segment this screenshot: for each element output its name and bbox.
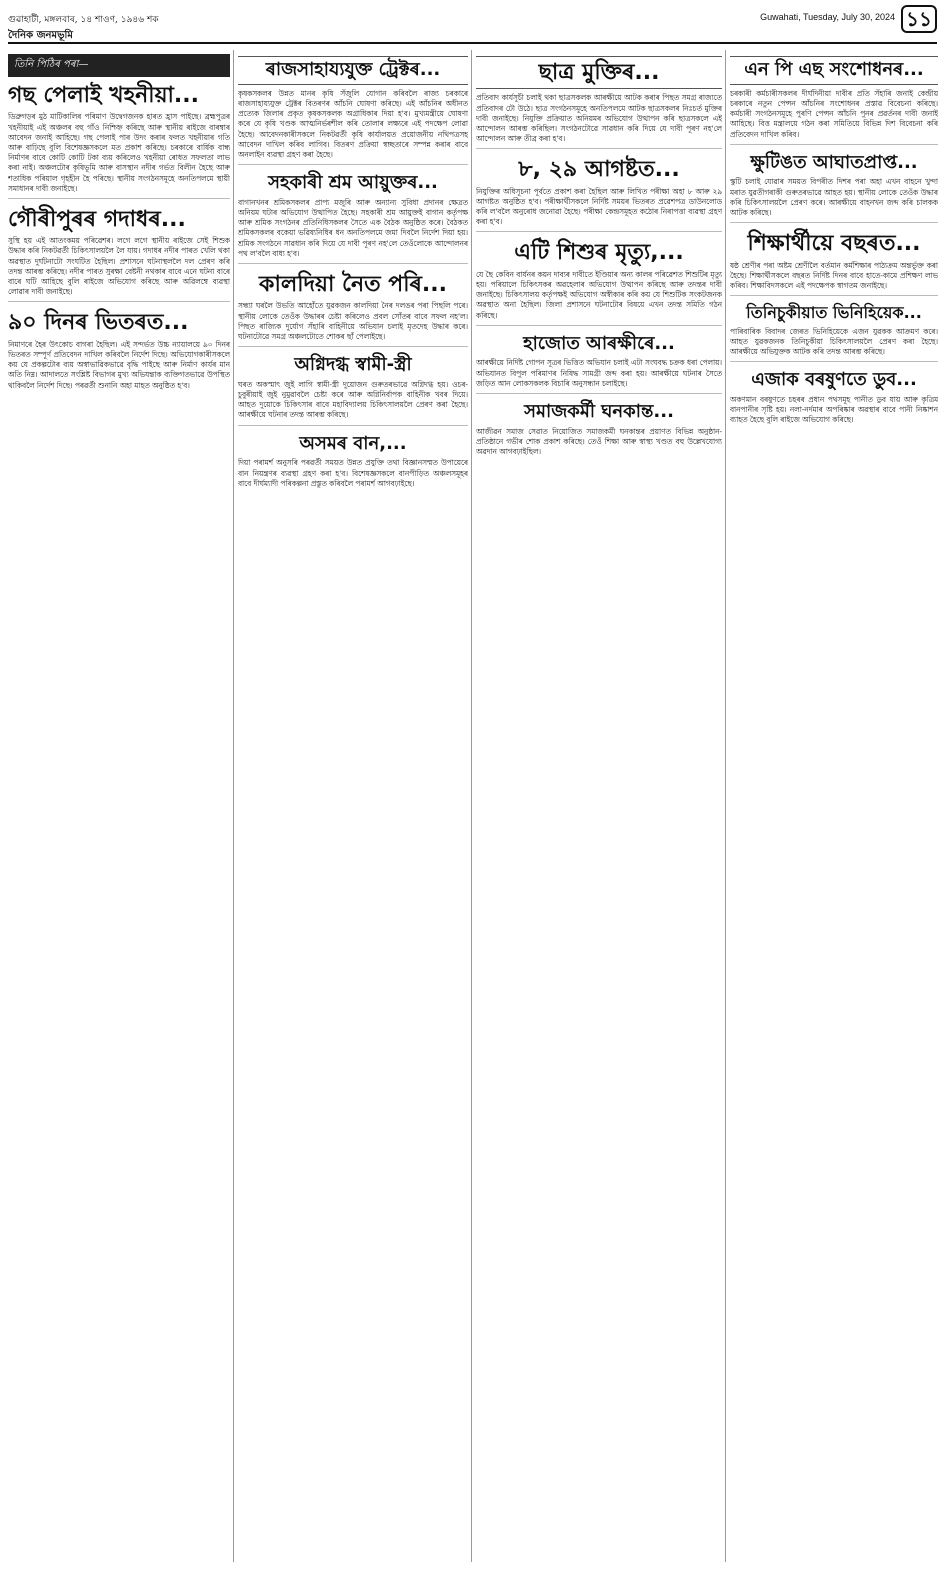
column-divider xyxy=(725,50,726,1562)
masthead xyxy=(0,0,945,52)
story-headline: ক্ষুটিঙত আঘাতপ্ৰাপ্ত... xyxy=(750,151,918,173)
story-headline: অসমৰ বান,... xyxy=(299,432,407,454)
story-body: সন্ধ্যা ঘৰলৈ উভতি আহোঁতে যুৱকজন কালদিয়া নৈৰ দলঙৰ পৰা পিছলি পৰে। স্থানীয় লোকে তেওঁক উদ্ধাৰৰ চেষ্টা কৰিলেও প্ৰবল সোঁতৰ বাবে সফল নহ'ল। পিছত ৰাজ্যিক দুৰ্যোগ সঁহাৰি বাহিনীয়ে অভিযান চলাই মৃতদেহ উদ্ধাৰ কৰে। ঘটনাটোৱে সমগ্ৰ অঞ্চলটোতে শোকৰ ছাঁ পেলাইছে। xyxy=(238,301,468,341)
story-headline: ছাত্ৰ মুক্তিৰ... xyxy=(476,56,722,89)
story-headline: গছ পেলাই খহনীয়া... xyxy=(8,83,199,108)
column-4 xyxy=(730,50,938,1562)
column-2 xyxy=(238,50,468,1562)
story-headline: সমাজকৰ্মী ঘনকান্ত... xyxy=(524,401,674,423)
story-headline: ৯০ দিনৰ ভিতৰত... xyxy=(8,310,189,336)
story-body: কৃষকসকলৰ উন্নত মানৰ কৃষি সঁজুলি যোগান কৰিবলৈ ৰাজ্য চৰকাৰে ৰাজসাহায্যযুক্ত ট্ৰেক্টৰ বিতৰণৰ আঁচনি ঘোষণা কৰিছে। এই আঁচনিৰ অধীনত প্ৰত্যেক জিলাৰ প্ৰকৃত কৃষকসকলক অগ্ৰাধিকাৰ দিয়া হ'ব। মুখ্যমন্ত্ৰীয়ে ঘোষণা কৰে যে কৃষি খণ্ডক আত্মনিৰ্ভৰশীল কৰি তোলাৰ লক্ষ্যৰে এই পদক্ষেপ লোৱা হৈছে। আবেদনকাৰীসকলে নিকটৱৰ্তী কৃষি কাৰ্যালয়ত প্ৰয়োজনীয় নথিপত্ৰসহ আবেদন দাখিল কৰিব লাগিব। বিতৰণ প্ৰক্ৰিয়া স্বচ্ছতাৰে সম্পন্ন কৰাৰ বাবে অনলাইন ব্যৱস্থা গ্ৰহণ কৰা হৈছে। xyxy=(238,88,468,159)
story-headline: ৮, ২৯ আগষ্টত... xyxy=(518,157,680,183)
story-body: ঘৰত অকস্মাৎ জুই লাগি স্বামী-স্ত্ৰী দুয়োজন গুৰুতৰভাৱে অগ্নিদগ্ধ হয়। ওচৰ-চুবুৰীয়াই জুই নুমুৱাবলৈ চেষ্টা কৰে আৰু অগ্নিনিৰ্বাপক বাহিনীক খবৰ দিয়ে। আহত দুয়োকে চিকিৎসাৰ বাবে মহাবিদ্যালয় চিকিৎসালয়লৈ প্ৰেৰণ কৰা হৈছে। আৰক্ষীয়ে ঘটনাৰ তদন্ত আৰম্ভ কৰিছে। xyxy=(238,379,468,420)
story-body: অকণমান বৰষুণতে চহৰৰ প্ৰধান পথসমূহ পানীত ডুব যায় আৰু কৃত্ৰিম বানপানীৰ সৃষ্টি হয়। নলা-নৰ্দমাৰ অপৰিষ্কাৰ অৱস্থাৰ বাবে পানী নিষ্কাশন ব্যাহত হৈছে বুলি ৰাইজে অভিযোগ কৰিছে। xyxy=(730,394,938,425)
story-headline: এজাক বৰষুণতে ডুব... xyxy=(751,369,917,391)
page-number: ১১ xyxy=(901,5,937,33)
continued-banner: তিনি পিঠিৰ পৰা— xyxy=(8,54,230,77)
story-body: আজীৱন সমাজ সেৱাত নিয়োজিত সমাজকৰ্মী ঘনকান্তৰ প্ৰয়াণত বিভিন্ন অনুষ্ঠান-প্ৰতিষ্ঠানে গভীৰ শোক প্ৰকাশ কৰিছে। তেওঁ শিক্ষা আৰু স্বাস্থ্য খণ্ডত বহু উল্লেখযোগ্য অৱদান আগবঢ়াইছিল। xyxy=(476,426,722,457)
story-headline: সহকাৰী শ্ৰম আয়ুক্তৰ... xyxy=(268,172,438,194)
story-body: বাগানখনৰ শ্ৰমিকসকলৰ প্ৰাপ্য মজুৰি আৰু অন্যান্য সুবিধা প্ৰদানৰ ক্ষেত্ৰত অনিয়ম ঘটাৰ অভিযোগ উত্থাপিত হৈছে। সহকাৰী শ্ৰম আয়ুক্তই বাগান কৰ্তৃপক্ষ আৰু শ্ৰমিক সংগঠনৰ প্ৰতিনিধিসকলৰ সৈতে এক বৈঠক অনুষ্ঠিত কৰে। বৈঠকত শ্ৰমিকসকলৰ বকেয়া ভৱিষ্যনিধিৰ ধন অনতিপলমে জমা দিবলৈ নিৰ্দেশ দিয়া হয়। শ্ৰমিক সংগঠনে সাৱধান কৰি দিয়ে যে দাবী পূৰণ নহ'লে তেওঁলোকে আন্দোলনৰ পথ ল'বলৈ বাধ্য হ'ব। xyxy=(238,197,468,258)
column-3 xyxy=(476,50,722,1562)
story-body: ডিব্ৰুগড়ৰ মুঠ মাটিকালিৰ পৰিমাণ উদ্বেগজনক হাৰত হ্ৰাস পাইছে। ব্ৰহ্মপুত্ৰৰ খহনীয়াই এই অঞ্চলৰ বহু গাঁও নিশ্চিহ্ন কৰিছে আৰু স্থানীয় ৰাইজে বাৰম্বাৰ আবেদন জনাই আহিছে। গছ পেলাই পাৰ উদং কৰাৰ ফলত খহনীয়াৰ গতি আৰু বাঢ়িছে বুলি বিশেষজ্ঞসকলে মত প্ৰকাশ কৰিছে। চৰকাৰে বাৰ্ষিক বান্ধ নিৰ্মাণৰ বাবে কোটি কোটি টকা ব্যয় কৰিলেও খহনীয়া ৰোধত সফলতা লাভ কৰা নাই। অঞ্চলটোৰ কৃষিভূমি আৰু বাসস্থান নদীৰ গৰ্ভত বিলীন হৈছে আৰু শতাধিক পৰিয়াল গৃহহীন হৈ পৰিছে। স্থানীয় সংগঠনসমূহে অনতিপলমে স্থায়ী সমাধানৰ দাবী জনাইছে। xyxy=(8,112,230,193)
column-1 xyxy=(8,50,230,1562)
story-body: আৰক্ষীয়ে নিৰ্দিষ্ট গোপন সূত্ৰৰ ভিত্তিত অভিযান চলাই এটা সংঘবদ্ধ চক্ৰক ধৰা পেলায়। অভিযানত বিপুল পৰিমাণৰ নিষিদ্ধ সামগ্ৰী জব্দ কৰা হয়। আৰক্ষীয়ে ঘটনাৰ সৈতে জড়িত আন লোকসকলক বিচাৰি অনুসন্ধান চলাইছে। xyxy=(476,358,722,388)
story-headline: এন পি এছ সংশোধনৰ... xyxy=(730,56,938,85)
story-headline: শিক্ষাৰ্থীয়ে বছৰত... xyxy=(747,231,921,257)
column-divider xyxy=(233,50,234,1562)
story-headline: ৰাজসাহায্যযুক্ত ট্ৰেক্টৰ... xyxy=(238,56,468,85)
story-body: সুস্থি হয় এই আতংকময় পৰিৱেশৰ। লগে লগে স্থানীয় ৰাইজে সেই শিশুক উদ্ধাৰ কৰি নিকটৱৰ্তী চিকিৎসালয়লৈ লৈ যায়। গদাধৰ নদীৰ পাৰত খেলি থকা অৱস্থাত দুৰ্ঘটনাটো সংঘটিত হৈছিল। প্ৰশাসনে ঘটনাস্থললৈ দল প্ৰেৰণ কৰি তদন্ত আৰম্ভ কৰিছে। নদীৰ পাৰত সুৰক্ষা বেষ্টনী নথকাৰ বাবে এনে ঘটনা বাৰে বাৰে ঘটি আহিছে বুলি ৰাইজে অভিযোগ কৰিছে আৰু অৱিলম্বে ব্যৱস্থা লোৱাৰ দাবী জনাইছে। xyxy=(8,236,230,297)
issue-date-english: Guwahati, Tuesday, July 30, 2024 xyxy=(760,12,895,22)
story-body: স্কুটি চলাই যোৱাৰ সময়ত বিপৰীত দিশৰ পৰা অহা এখন বাহনে খুন্দা মৰাত যুৱতীগৰাকী গুৰুতৰভাৱে আহত হয়। স্থানীয় লোকে তেওঁক উদ্ধাৰ কৰি চিকিৎসালয়লৈ প্ৰেৰণ কৰে। আৰক্ষীয়ে বাহনখন জব্দ কৰি চালকক আটক কৰিছে। xyxy=(730,177,938,217)
story-body: নিযুক্তিৰ অধিসূচনা পূৰ্বতে প্ৰকাশ কৰা হৈছিল আৰু লিখিত পৰীক্ষা অহা ৮ আৰু ২৯ আগষ্টত অনুষ্ঠিত হ'ব। পৰীক্ষাৰ্থীসকলে নিৰ্দিষ্ট সময়ৰ ভিতৰত প্ৰৱেশপত্ৰ ডাউনলোড কৰি ল'বলৈ অনুৰোধ জনোৱা হৈছে। পৰীক্ষা কেন্দ্ৰসমূহত কঠোৰ নিৰাপত্তা ব্যৱস্থা গ্ৰহণ কৰা হ'ব। xyxy=(476,186,722,227)
story-body: ষষ্ঠ শ্ৰেণীৰ পৰা অষ্টম শ্ৰেণীলৈ বৰ্তমান কৰ্মশিক্ষাৰ পাঠ্যক্ৰম অন্তৰ্ভুক্ত কৰা হৈছে। শিক্ষাৰ্থীসকলে বছৰত নিৰ্দিষ্ট দিনৰ বাবে হাতে-কামে প্ৰশিক্ষণ লাভ কৰিব। শিক্ষাবিদসকলে এই পদক্ষেপক স্বাগতম জনাইছে। xyxy=(730,260,938,290)
story-body: প্ৰতিবাদ কাৰ্যসূচী চলাই থকা ছাত্ৰসকলক আৰক্ষীয়ে আটক কৰাৰ পিছত সমগ্ৰ ৰাজ্যতে প্ৰতিবাদৰ ঢৌ উঠে। ছাত্ৰ সংগঠনসমূহে অনতিপলমে আটক ছাত্ৰসকলৰ নিঃচৰ্ত মুক্তিৰ দাবী জনাইছে। নিযুক্তি প্ৰক্ৰিয়াত অনিয়মৰ অভিযোগ উত্থাপন কৰি ছাত্ৰসকলে এই আন্দোলন আৰম্ভ কৰিছিল। সংগঠনটোৱে সাৱধান কৰি দিয়ে যে দাবী পূৰণ নহ'লে আন্দোলন আৰু তীব্ৰ কৰা হ'ব। xyxy=(476,93,722,144)
story-body: নিমাণৰে হৈৰ উৎকোচ বাগৰা হৈছিল। এই সন্দৰ্ভত উচ্চ ন্যায়ালয়ে ৯০ দিনৰ ভিতৰত সম্পূৰ্ণ প্ৰতিবেদন দাখিল কৰিবলৈ নিৰ্দেশ দিছে। অভিযোগকাৰীসকলে কয় যে প্ৰকল্পটোৰ ব্যয় অস্বাভাৱিকভাৱে বৃদ্ধি পাইছে আৰু নিৰ্মাণ কাৰ্যৰ মান অতি নিম্ন। আদালতে সংশ্লিষ্ট বিভাগৰ মুখ্য অভিযন্তাক ব্যক্তিগতভাৱে উপস্থিত থাকিবলৈ নিৰ্দেশ দিছে। পৰৱৰ্তী শুনানি অহা মাহত অনুষ্ঠিত হ'ব। xyxy=(8,339,230,390)
story-headline: হাজোত আৰক্ষীৰে... xyxy=(523,332,675,354)
story-headline: তিনিচুকীয়াত ভিনিহিয়েক... xyxy=(746,303,922,323)
story-body: যে ছৈ কেবিন বাৰ্যনৰ কয়ন দাব্যৰ দাবীতে ইণ্ডিয়াৰ অন্য কালৰ পৰিৱেশত শিশুটিৰ মৃত্যু হয়। পৰিয়ালে চিকিৎসকৰ অৱহেলাৰ অভিযোগ উত্থাপন কৰিছে আৰু তদন্তৰ দাবী জনাইছে। চিকিৎসালয় কৰ্তৃপক্ষই অভিযোগ অস্বীকাৰ কৰি কয় যে শিশুটিক সংকটজনক অৱস্থাত অনা হৈছিল। জিলা প্ৰশাসনে ঘটনাটোৰ বিষয়ে এখন তদন্ত সমিতি গঠন কৰিছে। xyxy=(476,269,722,320)
story-body: পাৰিবাৰিক বিবাদৰ জেৰত ভিনিহিয়েকে এজন যুৱকক আক্ৰমণ কৰে। আহত যুৱকজনক তিনিচুকীয়া চিকিৎসালয়লৈ প্ৰেৰণ কৰা হৈছে। আৰক্ষীয়ে অভিযুক্তক আটক কৰি তদন্ত আৰম্ভ কৰিছে। xyxy=(730,326,938,356)
story-headline: কালদিয়া নৈত পৰি... xyxy=(259,272,447,298)
issue-date-assamese: গুৱাহাটী, মঙ্গলবাৰ, ১৪ শাওণ, ১৯৪৬ শক xyxy=(8,15,159,25)
column-divider xyxy=(471,50,472,1562)
story-headline: এটি শিশুৰ মৃত্যু,... xyxy=(514,240,684,266)
story-headline: গৌৰীপুৰৰ গদাধৰ... xyxy=(8,206,186,232)
story-body: চৰকাৰী কৰ্মচাৰীসকলৰ দীৰ্ঘদিনীয়া দাবীৰ প্ৰতি সঁহাৰি জনাই কেন্দ্ৰীয় চৰকাৰে নতুন পেন্সন আঁচনিৰ সংশোধনৰ প্ৰস্তাৱ বিবেচনা কৰিছে। কৰ্মচাৰী সংগঠনসমূহে পুৰণি পেন্সন আঁচনি পুনৰ প্ৰৱৰ্তনৰ দাবী জনাই আহিছে। বিত্ত মন্ত্ৰালয়ে গঠন কৰা সমিতিয়ে বিভিন্ন দিশ বিবেচনা কৰি প্ৰতিবেদন দাখিল কৰিব। xyxy=(730,88,938,139)
newspaper-name: দৈনিক জনমভূমি xyxy=(8,30,73,41)
story-body: দিয়া পৰামৰ্শ অনুসৰি পৰৱৰ্তী সময়ত উন্নত প্ৰযুক্তি তথা বিজ্ঞানসম্মত উপায়েৰে বান নিয়ন্ত্ৰণৰ ব্যৱস্থা গ্ৰহণ কৰা হ'ব। বিশেষজ্ঞসকলে বানপীড়িত অঞ্চলসমূহৰ বাবে দীৰ্ঘম্যাদী পৰিকল্পনা প্ৰস্তুত কৰিবলৈ পৰামৰ্শ আগবঢ়াইছে। xyxy=(238,458,468,488)
masthead-rule xyxy=(8,42,937,44)
story-headline: অগ্নিদগ্ধ স্বামী-স্ত্ৰী xyxy=(294,354,412,376)
